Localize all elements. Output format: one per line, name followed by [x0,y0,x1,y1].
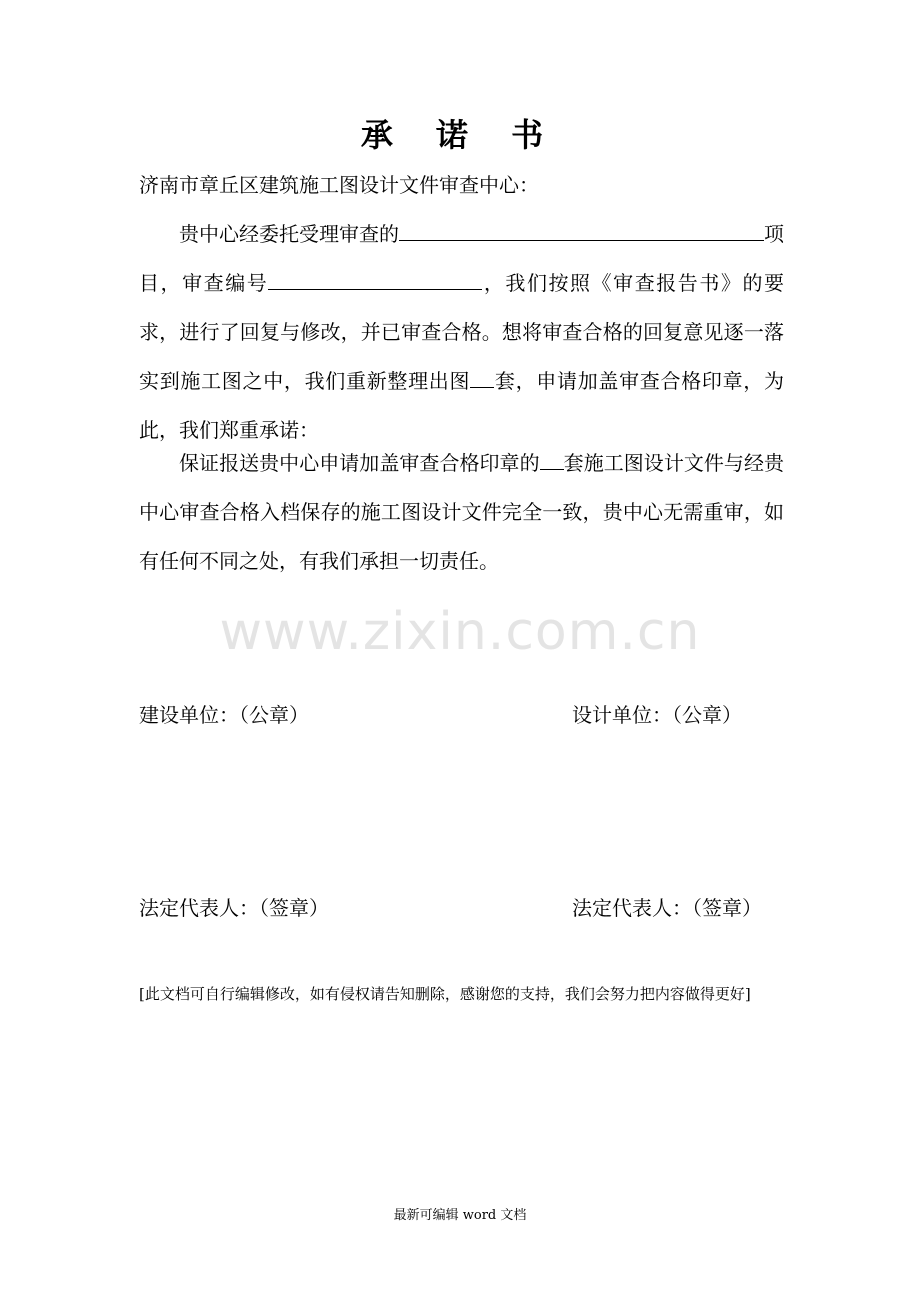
guarantee-sets-blank[interactable] [540,441,564,470]
document-title: 承 诺 书 [360,116,560,154]
para1-text-3: ，我们按照《审查报告书》的要求，进行了回复与修改，并已审查合格。想将审查合格的回复意见逐一落实到施工图之中，我们重新整理出图 [139,271,785,393]
design-unit-seal: 设计单位：（公章） [572,703,742,727]
para1-text-2: 项目，审查编号 [139,222,784,295]
para2-text-2: 套施工图设计文件与经贵中心审查合格入档保存的施工图设计文件完全一致，贵中心无需重审，如有任何不同之处，有我们承担一切责任。 [139,451,785,573]
construction-unit-seal: 建设单位：（公章） [139,703,309,727]
para2-text-1: 保证报送贵中心申请加盖审查合格印章的 [179,451,540,475]
para1-text-1: 贵中心经委托受理审查的 [179,222,399,246]
project-name-blank[interactable] [399,212,764,241]
paragraph-commitment-intro [139,210,784,455]
paragraph-guarantee [139,439,784,586]
legal-representative-left: 法定代表人：（签章） [139,896,329,920]
review-number-blank[interactable] [268,261,482,290]
editable-note: [此文档可自行编辑修改，如有侵权请告知删除，感谢您的支持，我们会努力把内容做得更好] [139,985,751,1003]
sets-count-blank[interactable] [470,359,494,388]
page-footer: 最新可编辑 word 文档 [393,1208,527,1223]
para1-text-4: 套，申请加盖审查合格印章，为此，我们郑重承诺： [139,369,785,442]
watermark: www.zixin.com.cn [219,602,701,662]
addressee: 济南市章丘区建筑施工图设计文件审查中心： [139,173,539,197]
legal-representative-right: 法定代表人：（签章） [572,896,762,920]
